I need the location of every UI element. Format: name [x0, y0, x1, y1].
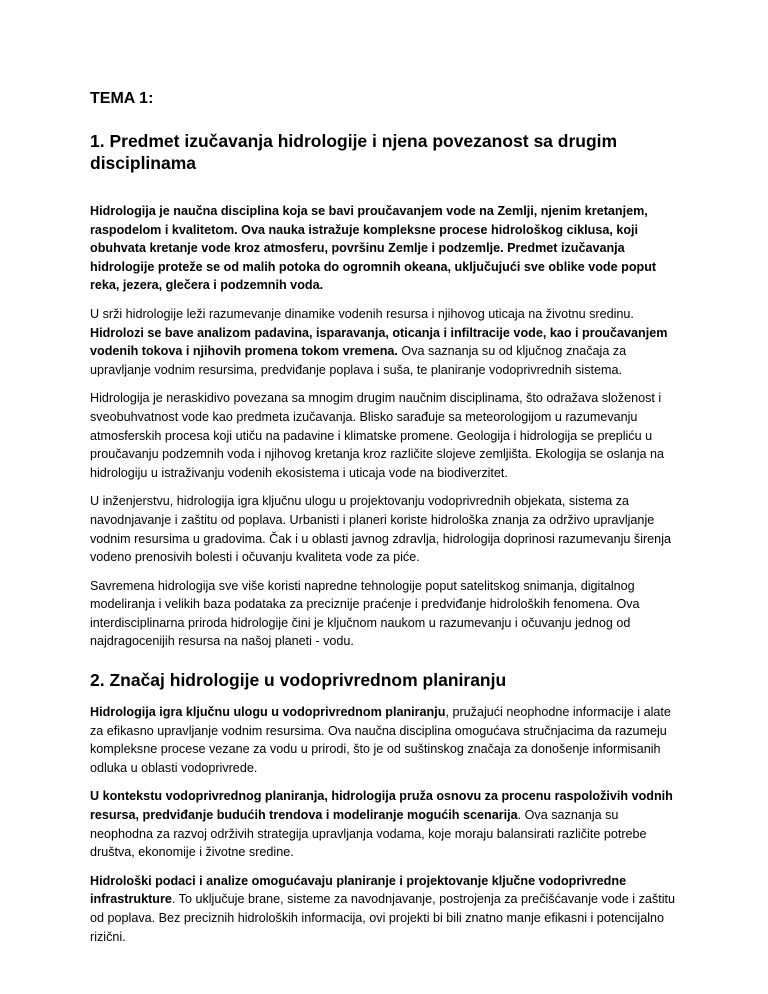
- section2-paragraph-1: [90, 703, 680, 777]
- section1-paragraph-5: Savremena hidrologija sve više koristi napredne tehnologije poput satelitskog snimanja, digitalnog modeliranja i velikih baza podataka za preciznije praćenje i predviđanje hidroloških fenomena. Ova interdisciplinarna priroda hidrologije čini je ključnom naukom u razumevanju i očuvanju jednog od najdragocenijih resursa na našoj planeti - vodu.: [90, 578, 640, 649]
- section1-p2-text-a: U srži hidrologije leži razumevanje dinamike vodenih resursa i njihovog uticaja na životnu sredinu.: [90, 306, 634, 321]
- section2-p2-text: . Ova saznanja su neophodna za razvoj održivih strategija upravljanja vodama, koje moraju balansirati različite potrebe društva, ekonomije i životne sredine.: [90, 808, 647, 860]
- section2-paragraph-2: [90, 787, 680, 861]
- section2-p1-text: , pružajući neophodne informacije i alate za efikasno upravljanje vodnim resursima. Ova naučna disciplina omogućava stručnjacima da razumeju kompleksne procese vezane za vodu u prirodi, što je od suštinskog značaja za donošenje informisanih odluka u oblasti vodoprivrede.: [90, 705, 671, 775]
- section2-p1-bold: Hidrologija igra ključnu ulogu u vodoprivrednom planiranju: [90, 705, 446, 720]
- topic-title: TEMA 1:: [90, 90, 154, 107]
- section1-p1-bold: Hidrologija je naučna disciplina koja se bavi proučavanjem vode na Zemlji, njenim kretanjem, raspodelom i kvalitetom. Ova nauka istražuje kompleksne procese hidrološkog ciklusa, koji obuhvata kretanje vode kroz atmosferu, površinu Zemlje i podzemlje. Predmet izučavanja hidrologije proteže se od malih potoka do ogromnih okeana, uključujući sve oblike vode poput reka, jezera, glečera i podzemnih voda.: [90, 204, 657, 293]
- section2-p3-text: . To uključuje brane, sisteme za navodnjavanje, postrojenja za prečišćavanje vode i zaštitu od poplava. Bez preciznih hidroloških informacija, ovi projekti bi bili znatno manje efikasni i potencijalno rizični.: [90, 892, 675, 944]
- section1-paragraph-3: Hidrologija je neraskidivo povezana sa mnogim drugim naučnim disciplinama, što odražava složenost i sveobuhvatnost vode kao predmeta izučavanja. Blisko sarađuje sa meteorologijom u razumevanju atmosferskih procesa koji utiču na padavine i klimatske promene. Geologija i hidrologija se prepliću u proučavanju podzemnih voda i njihovog kretanja kroz različite slojeve zemljišta. Ekologija se oslanja na hidrologiju u istraživanju vodenih ekosistema i uticaja vode na biodiverzitet.: [90, 391, 665, 480]
- section2-p3-bold: Hidrološki podaci i analize omogućavaju planiranje i projektovanje ključne vodoprivredne infrastrukture: [90, 873, 627, 907]
- section1-p2-bold: Hidrolozi se bave analizom padavina, isparavanja, oticanja i infiltracije vode, kao i proučavanjem vodenih tokova i njihovih promena tokom vremena.: [90, 325, 668, 359]
- section1-paragraph-2: [90, 305, 680, 379]
- section1-heading: 1. Predmet izučavanja hidrologije i njena povezanost sa drugim disciplinama: [90, 131, 618, 173]
- section1-p2-text-b: Ova saznanja su od ključnog značaja za upravljanje vodnim resursima, predviđanje poplava i suša, te planiranje vodoprivrednih sistema.: [90, 344, 627, 377]
- section1-paragraph-4: U inženjerstvu, hidrologija igra ključnu ulogu u projektovanju vodoprivrednih objekata, sistema za navodnjavanje i zaštitu od poplava. Urbanisti i planeri koriste hidrološka znanja za održivo upravljanje vodnim resursima u gradovima. Čak i u oblasti javnog zdravlja, hidrologija doprinosi razumevanju širenja vodeno prenosivih bolesti i očuvanju kvaliteta vode za piće.: [90, 494, 671, 565]
- section2-p2-bold: U kontekstu vodoprivrednog planiranja, hidrologija pruža osnovu za procenu raspoloživih vodnih resursa, predviđanje budućih trendova i modeliranje mogućih scenarija: [90, 789, 673, 823]
- section1-paragraph-1: [90, 202, 680, 295]
- section2-heading: 2. Značaj hidrologije u vodoprivrednom planiranju: [90, 670, 507, 691]
- section2-paragraph-3: [90, 872, 680, 946]
